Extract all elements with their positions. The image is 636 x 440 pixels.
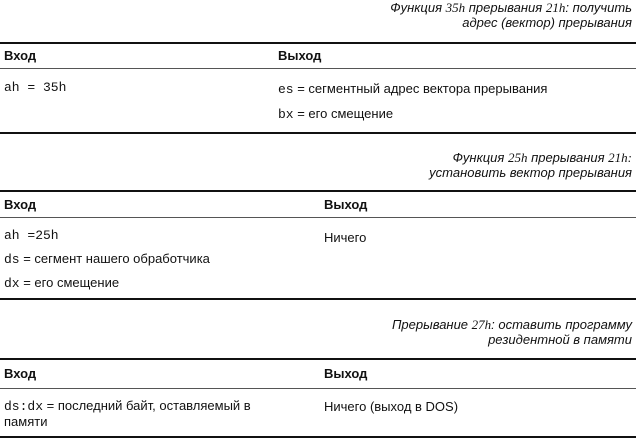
table-top-rule [0, 42, 636, 44]
input-dx-text: = его смещение [19, 275, 120, 290]
output-bx-text: = его смещение [293, 106, 394, 121]
header-rule [0, 217, 636, 218]
register-dx: dx [4, 276, 20, 291]
input-ah: ah = 35h [4, 80, 67, 95]
table-top-rule [0, 190, 636, 192]
caption-fn-word: Функция [452, 150, 505, 165]
input-ds [4, 251, 210, 267]
caption-int-number: 21h: [608, 150, 632, 165]
input-ah: ah =25h [4, 228, 59, 243]
header-rule [0, 388, 636, 389]
caption-int-word: прерывания [468, 0, 543, 15]
input-ds-text: = сегмент нашего обработчика [19, 251, 210, 266]
input-dsdx-text2: памяти [4, 414, 48, 429]
caption-int-number: 27h [471, 317, 492, 332]
register-es: es [278, 82, 294, 97]
input-dx [4, 275, 119, 291]
output-es [278, 81, 547, 97]
input-header: Вход [4, 48, 37, 63]
caption-fn-number: 25h [507, 150, 528, 165]
table-bottom-rule [0, 436, 636, 438]
caption-action: : получить [565, 0, 632, 15]
output-header: Выход [278, 48, 322, 63]
register-ds: ds [4, 252, 20, 267]
caption-fn25 [429, 150, 632, 180]
caption-int-word: прерывания [531, 150, 605, 165]
output-header: Выход [324, 197, 368, 212]
register-dsdx: ds:dx [4, 399, 44, 414]
caption-fn-word: Функция [390, 0, 443, 15]
input-header: Вход [4, 366, 37, 381]
table-bottom-rule [0, 132, 636, 134]
caption-int-number: 21h [545, 0, 566, 15]
caption-fn35 [390, 0, 632, 30]
caption-line2: установить вектор прерывания [429, 165, 632, 180]
output-header: Выход [324, 366, 368, 381]
caption-line2: резидентной в памяти [488, 332, 632, 347]
input-dsdx-text: = последний байт, оставляемый в [43, 398, 251, 413]
table-bottom-rule [0, 298, 636, 300]
caption-action: : оставить программу [491, 317, 632, 332]
input-dsdx [4, 398, 316, 429]
output-es-text: = сегментный адрес вектора прерывания [293, 81, 548, 96]
output-exit-dos: Ничего (выход в DOS) [324, 399, 459, 414]
input-header: Вход [4, 197, 37, 212]
table-top-rule [0, 358, 636, 360]
header-rule [0, 68, 636, 69]
output-nothing: Ничего [324, 230, 367, 245]
output-bx [278, 106, 393, 122]
caption-int27 [392, 317, 632, 347]
caption-fn-number: 35h [445, 0, 466, 15]
caption-int-word: Прерывание [392, 317, 469, 332]
register-bx: bx [278, 107, 294, 122]
caption-line2: адрес (вектор) прерывания [462, 15, 632, 30]
